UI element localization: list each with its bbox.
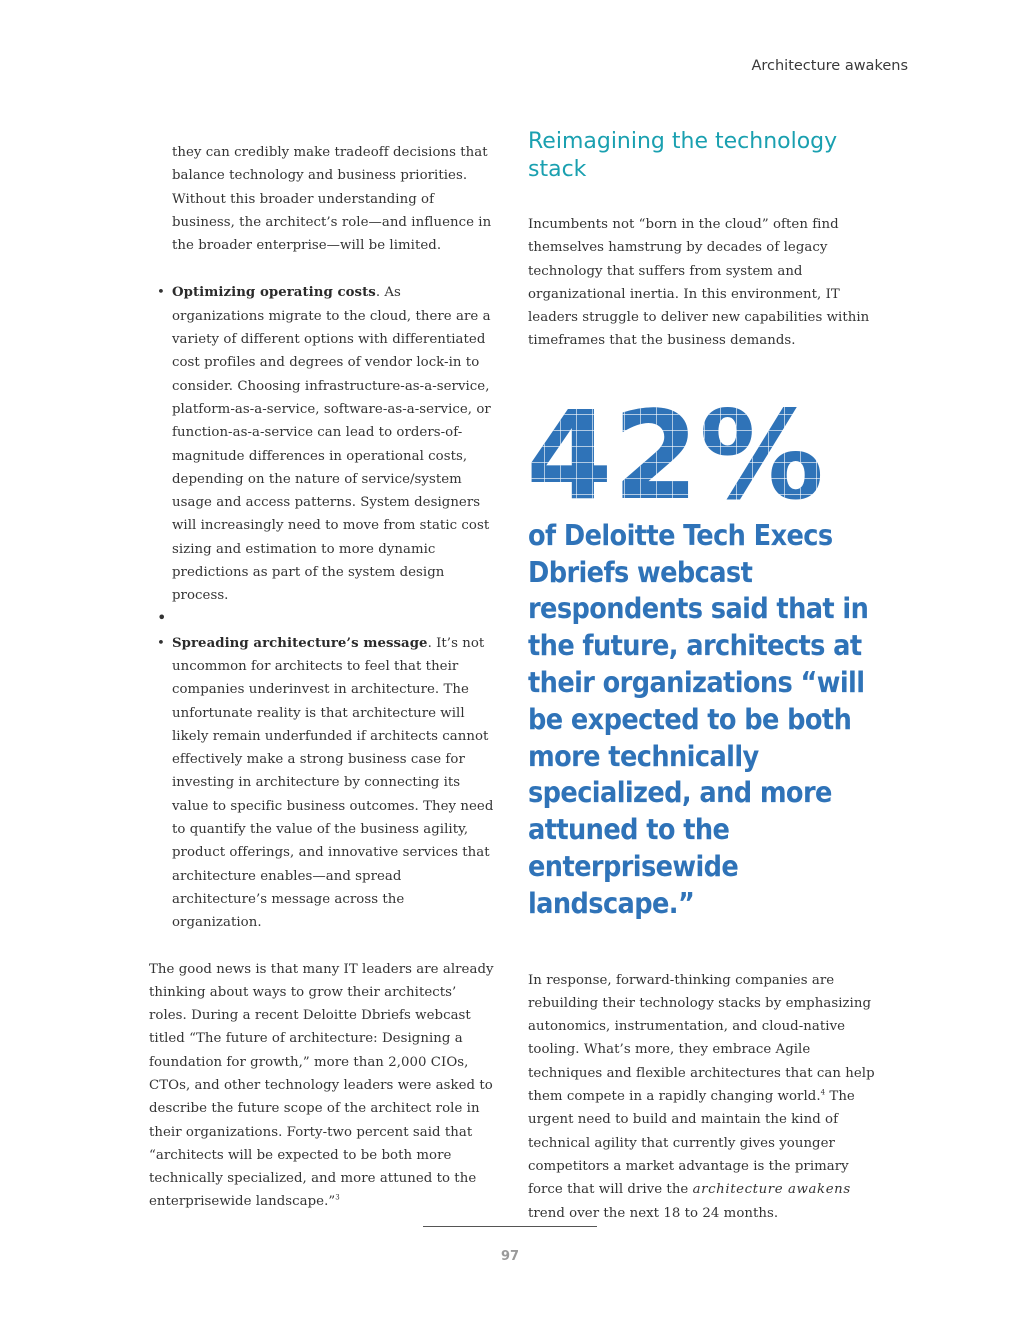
left-column [149, 141, 494, 1214]
bullet-list [149, 281, 494, 934]
response-text-a: In response, forward-thinking companies are rebuilding their technology stacks by emphasizing autonomics, instrumentation, and cloud-native tooling. What’s more, they embrace Agile techniques and flexible architectures that can help them compete in a rapidly changing world. [528, 972, 875, 1105]
right-column [528, 128, 878, 1225]
page-number: 97 [500, 1249, 520, 1264]
closing-text: The good news is that many IT leaders are already thinking about ways to grow their architects’ roles. During a recent Deloitte Dbriefs webcast titled “The future of architecture: Designing a foundation for growth,” more than 2,000 CIOs, CTOs, and other technology leaders were asked to describe the future scope of the architect role in their organizations. Forty-two percent said that “architects will be expected to be both more technically specialized, and more attuned to the enterprisewide landscape.” [149, 961, 494, 1210]
stat-caption: of Deloitte Tech Execs Dbriefs webcast respondents said that in the future, architects at their organizations “will be expected to be both more technically specialized, and more attuned to the enterprisewide landscape.” [528, 518, 869, 920]
continued-paragraph: they can credibly make tradeoff decisions that balance technology and business priorities. Without this broader understanding of business, the architect’s role—and influence in the broader enterprise—will be limited. [172, 145, 492, 254]
bullet-item-architecture-message [149, 632, 494, 935]
bullet-text: . As organizations migrate to the cloud, there are a variety of different options with differentiated cost profiles and degrees of vendor lock-in to consider. Choosing infrastructure-as-a-service, platform-as-a-service, software-as-a-service, or function-as-a-service can lead to orders-of-magnitude differences in operational costs, depending on the nature of service/system usage and access patterns. System designers will increasingly need to move from static cost sizing and estimation to more dynamic predictions as part of the system design process. [172, 285, 491, 604]
response-text-c: trend over the next 18 to 24 months. [528, 1205, 779, 1221]
stat-number-graphic [528, 398, 828, 508]
running-header: Architecture awakens [751, 58, 908, 74]
footer-rule [423, 1226, 597, 1227]
response-text-b: The urgent need to build and maintain the kind of technical agility that currently gives younger competitors a market advantage is the primary force that will drive the [528, 1089, 855, 1198]
bullet-item-operating-costs [149, 281, 494, 607]
bullet-lead: Spreading architecture’s message [172, 635, 428, 651]
response-paragraph [528, 969, 878, 1225]
intro-paragraph: Incumbents not “born in the cloud” often find themselves hamstrung by decades of legacy technology that suffers from system and organizational inertia. In this environment, IT leaders struggle to deliver new capabilities within timeframes that the business demands. [528, 217, 870, 349]
bullet-lead: Optimizing operating costs [172, 285, 376, 301]
trend-name: architecture awakens [692, 1182, 851, 1198]
section-heading: Reimagining the technology stack [528, 129, 838, 182]
footnote-ref-3: 3 [335, 1194, 340, 1203]
bullet-text: . It’s not uncommon for architects to feel that their companies underinvest in architecture. The unfortunate reality is that architecture will likely remain underfunded if architects cannot effectively make a strong business case for investing in architecture by connecting its value to specific business outcomes. They need to quantify the value of the business agility, product offerings, and innovative services that architecture enables—and spread architecture’s message across the organization. [172, 635, 494, 931]
closing-paragraph [149, 958, 494, 1214]
footnote-ref-4: 4 [820, 1088, 826, 1097]
